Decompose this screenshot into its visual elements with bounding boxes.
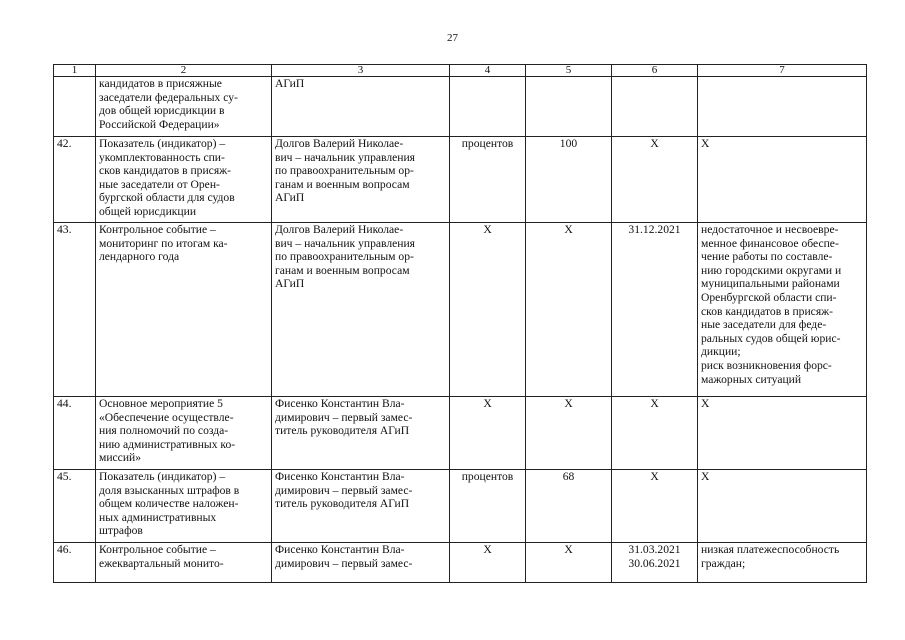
unit-cell xyxy=(450,137,526,223)
table-row xyxy=(54,137,867,223)
measure-name-cell-text: кандидатов в присяжные заседатели федеральных су- дов общей юрисдикции в Российской Федерации» xyxy=(99,77,238,131)
risks-cell-text: X xyxy=(701,137,710,150)
deadline-cell xyxy=(612,470,698,543)
page-number: 27 xyxy=(447,32,458,44)
measure-name-cell xyxy=(96,137,272,223)
responsible-person-cell-text: Долгов Валерий Николае- вич – начальник управления по правоохранительным ор- ганам и военным вопросам АГиП xyxy=(275,137,416,205)
table-row xyxy=(54,543,867,583)
deadline-cell-text: X xyxy=(650,397,659,410)
column-header: 6 xyxy=(612,65,698,77)
deadline-cell xyxy=(612,397,698,470)
table-row xyxy=(54,470,867,543)
table-row xyxy=(54,223,867,397)
column-header: 2 xyxy=(96,65,272,77)
table-body xyxy=(54,65,867,583)
indicator-value-cell xyxy=(526,543,612,583)
deadline-cell-text: X xyxy=(650,470,659,483)
row-number-cell-text: 46. xyxy=(57,543,72,556)
indicator-value-cell xyxy=(526,470,612,543)
column-header: 3 xyxy=(272,65,450,77)
risks-cell-text: X xyxy=(701,470,710,483)
deadline-cell-text: 31.03.2021 30.06.2021 xyxy=(628,543,681,570)
indicator-value-cell-text: X xyxy=(564,543,573,556)
responsible-person-cell xyxy=(272,543,450,583)
responsible-person-cell-text: АГиП xyxy=(275,77,305,90)
program-table xyxy=(53,64,867,583)
responsible-person-cell-text: Фисенко Константин Вла- димирович – первый замес- xyxy=(275,543,413,570)
risks-cell-text: низкая платежеспособность граждан; xyxy=(701,543,840,570)
deadline-cell xyxy=(612,137,698,223)
unit-cell-text: процентов xyxy=(461,470,514,483)
indicator-value-cell xyxy=(526,223,612,397)
deadline-cell-text: X xyxy=(650,137,659,150)
responsible-person-cell xyxy=(272,77,450,137)
indicator-value-cell-text: X xyxy=(564,397,573,410)
risks-cell xyxy=(698,137,867,223)
unit-cell-text: процентов xyxy=(461,137,514,150)
risks-cell xyxy=(698,223,867,397)
responsible-person-cell-text: Фисенко Константин Вла- димирович – первый замес- титель руководителя АГиП xyxy=(275,470,413,511)
unit-cell xyxy=(450,77,526,137)
unit-cell-text: X xyxy=(483,397,492,410)
risks-cell xyxy=(698,543,867,583)
unit-cell xyxy=(450,470,526,543)
responsible-person-cell-text: Долгов Валерий Николае- вич – начальник управления по правоохранительным ор- ганам и военным вопросам АГиП xyxy=(275,223,416,291)
risks-cell-text: X xyxy=(701,397,710,410)
indicator-value-cell-text: 100 xyxy=(559,137,578,150)
deadline-cell xyxy=(612,77,698,137)
deadline-cell xyxy=(612,223,698,397)
row-number-cell-text: 43. xyxy=(57,223,72,236)
responsible-person-cell xyxy=(272,470,450,543)
risks-cell xyxy=(698,470,867,543)
row-number-cell xyxy=(54,543,96,583)
row-number-cell xyxy=(54,397,96,470)
indicator-value-cell xyxy=(526,77,612,137)
responsible-person-cell xyxy=(272,137,450,223)
unit-cell-text: X xyxy=(483,223,492,236)
responsible-person-cell xyxy=(272,397,450,470)
risks-cell-text: недостаточное и несвоевре- менное финансовое обеспе- чение работы по составле- нию городскими округами и муниципальными районами Оренбургской области спи- сков кандидатов в присяж- ные заседатели для феде- ральных судов общей юрис- дикции; риск возникновения форс- мажорных ситуаций xyxy=(701,223,842,386)
unit-cell xyxy=(450,223,526,397)
indicator-value-cell-text: 68 xyxy=(562,470,575,483)
column-header: 1 xyxy=(54,65,96,77)
row-number-cell-text: 44. xyxy=(57,397,72,410)
header-row xyxy=(54,65,867,77)
row-number-cell-text: 45. xyxy=(57,470,72,483)
risks-cell xyxy=(698,77,867,137)
responsible-person-cell xyxy=(272,223,450,397)
unit-cell xyxy=(450,543,526,583)
unit-cell xyxy=(450,397,526,470)
measure-name-cell xyxy=(96,543,272,583)
risks-cell xyxy=(698,397,867,470)
measure-name-cell-text: Контрольное событие – ежеквартальный монито- xyxy=(99,543,224,570)
row-number-cell-text: 42. xyxy=(57,137,72,150)
measure-name-cell xyxy=(96,470,272,543)
row-number-cell xyxy=(54,137,96,223)
measure-name-cell xyxy=(96,397,272,470)
measure-name-cell xyxy=(96,223,272,397)
measure-name-cell-text: Показатель (индикатор) – доля взысканных штрафов в общем количестве наложен- ных административных штрафов xyxy=(99,470,240,538)
row-number-cell xyxy=(54,470,96,543)
row-number-cell xyxy=(54,223,96,397)
responsible-person-cell-text: Фисенко Константин Вла- димирович – первый замес- титель руководителя АГиП xyxy=(275,397,413,438)
measure-name-cell-text: Контрольное событие – мониторинг по итогам ка- лендарного года xyxy=(99,223,228,264)
column-header: 5 xyxy=(526,65,612,77)
deadline-cell-text: 31.12.2021 xyxy=(628,223,681,236)
measure-name-cell xyxy=(96,77,272,137)
column-header: 7 xyxy=(698,65,867,77)
measure-name-cell-text: Показатель (индикатор) – укомплектованность спи- сков кандидатов в присяж- ные заседатели от Орен- бургской области для судов общей юрисдикции xyxy=(99,137,235,218)
table-row xyxy=(54,397,867,470)
indicator-value-cell xyxy=(526,397,612,470)
column-header: 4 xyxy=(450,65,526,77)
row-number-cell xyxy=(54,77,96,137)
deadline-cell xyxy=(612,543,698,583)
table-row xyxy=(54,77,867,137)
indicator-value-cell xyxy=(526,137,612,223)
measure-name-cell-text: Основное мероприятие 5 «Обеспечение осуществле- ния полномочий по созда- нию административных ко- миссий» xyxy=(99,397,236,465)
unit-cell-text: X xyxy=(483,543,492,556)
indicator-value-cell-text: X xyxy=(564,223,573,236)
